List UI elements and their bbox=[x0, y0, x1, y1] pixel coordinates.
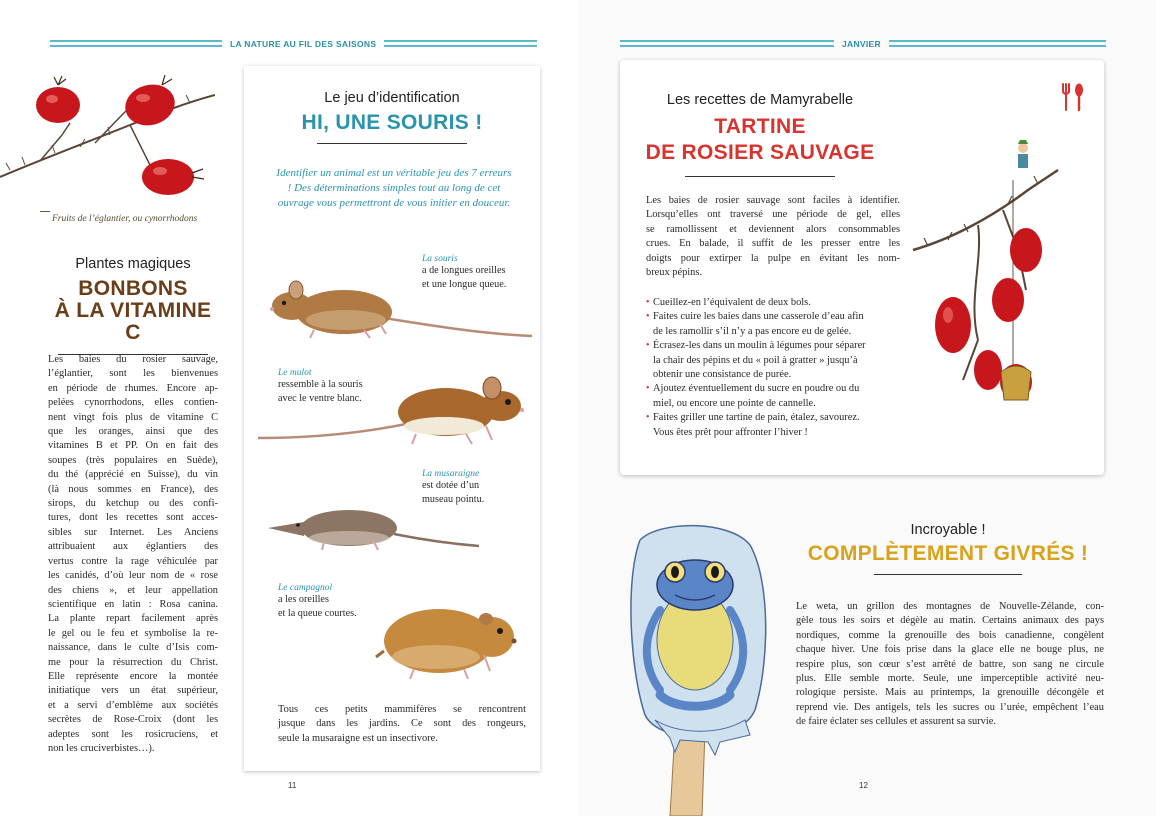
recipe-step bbox=[646, 296, 902, 310]
animal-name: Le campagnol bbox=[278, 583, 333, 593]
text-line: doigts pour extirper la pulpe en évitant les nom- bbox=[646, 252, 900, 264]
text-line: initiatique vers un état supérieur, bbox=[48, 685, 218, 697]
section-kicker: Incroyable ! bbox=[910, 522, 986, 538]
page-number-right: 12 bbox=[859, 781, 868, 790]
text-line: tures, dont les recettes sont acces- bbox=[48, 512, 218, 524]
identification-heading bbox=[244, 90, 540, 144]
recipe-step-line: obtenir une consistance de purée. bbox=[653, 369, 792, 381]
recipe-step-line: • Faites griller une tartine de pain, étalez, savourez. bbox=[653, 412, 860, 424]
campagnol-illustration bbox=[374, 591, 524, 681]
text-line: nent vingt fois plus de vitamine C bbox=[48, 411, 218, 423]
recipe-step bbox=[646, 411, 902, 440]
text-line: pelées cynorrhodons, elles contien- bbox=[48, 397, 218, 409]
recipe-step-line: • Ajoutez éventuellement du sucre en poudre ou du bbox=[653, 383, 860, 395]
text-line: vertus contre la rage véhiculée par bbox=[48, 555, 218, 567]
text-line: en période de rhumes. Encore ap- bbox=[48, 382, 218, 394]
animal-desc-line2: et la queue courtes. bbox=[278, 608, 357, 619]
text-line: gèle tous les soirs et dégèle au matin. Certains animaux des pays bbox=[796, 615, 1104, 627]
text-line: Elle représente encore la montée bbox=[48, 670, 218, 682]
recipe-step bbox=[646, 339, 902, 382]
section-title-line1: TARTINE bbox=[714, 115, 806, 138]
recipe-step-line: • Faites cuire les baies dans une casserole d’eau afin bbox=[653, 311, 864, 323]
animal-desc-line2: museau pointu. bbox=[422, 494, 485, 505]
section-title-line2: DE ROSIER SAUVAGE bbox=[645, 141, 875, 164]
text-line: Les baies du rosier sauvage, bbox=[48, 354, 218, 365]
animal-desc-line1: ressemble à la souris bbox=[278, 379, 363, 390]
title-rule bbox=[317, 143, 467, 144]
text-line: seule la musaraigne est un insectivore. bbox=[278, 732, 438, 744]
text-line: se ramollissent et deviennent alors consommables bbox=[646, 223, 900, 235]
section-kicker: Plantes magiques bbox=[75, 256, 191, 272]
page-number-left: 11 bbox=[288, 781, 297, 790]
text-line: La plante repart facilement après bbox=[48, 613, 218, 625]
text-line: me pour la résurrection du Christ. bbox=[48, 656, 218, 668]
recipe-step bbox=[646, 382, 902, 411]
recipe-step-line: la chair des pépins et du « poil à gratter » jusqu’à bbox=[653, 354, 858, 366]
recipe-step-line: Vous êtes prêt pour affronter l’hiver ! bbox=[653, 426, 808, 438]
givres-body-text bbox=[796, 600, 1104, 730]
section-title-line2: À LA VITAMINE C bbox=[54, 299, 212, 344]
text-line: non les cruciverbistes…). bbox=[48, 742, 155, 754]
text-line: sirops, du ketchup ou des confi- bbox=[48, 498, 218, 510]
text-line: nordiques, comme la grenouille des bois canadienne, congèlent bbox=[796, 629, 1104, 641]
text-line: l’églantier, sont les bienvenues bbox=[48, 368, 218, 380]
text-line: et a servi d’emblème aux sociétés bbox=[48, 699, 218, 711]
animal-name: Le mulot bbox=[278, 368, 312, 378]
recipe-step bbox=[646, 310, 902, 339]
animal-name: La souris bbox=[422, 254, 458, 264]
text-line: adeptes sont les rosicruciens, et bbox=[48, 728, 218, 740]
figure-caption: Fruits de l’églantier, ou cynorrhodons bbox=[52, 214, 198, 224]
identification-footer bbox=[278, 703, 526, 746]
text-line: jusque dans les jardins. Ce sont des rongeurs, bbox=[278, 718, 526, 730]
text-line: attribuaient aux églantiers des bbox=[48, 541, 218, 553]
text-line: (là nous sommes en France), des bbox=[48, 483, 218, 495]
text-line: Le weta, un grillon des montagnes de Nouvelle-Zélande, con- bbox=[796, 601, 1104, 612]
text-line: Tous ces petits mammifères se rencontrent bbox=[278, 704, 526, 715]
cutlery-icon bbox=[1060, 82, 1086, 112]
text-line: les canidés, d’où leur nom de « rose bbox=[48, 570, 218, 582]
section-title: HI, UNE SOURIS ! bbox=[301, 111, 483, 134]
plantes-body-text bbox=[48, 353, 218, 756]
animal-desc-line1: est dotée d’un bbox=[422, 480, 480, 491]
animal-desc-line2: et une longue queue. bbox=[422, 279, 507, 290]
rosehip-branch-illustration bbox=[0, 65, 215, 210]
text-line: le gel ou le feu et symbolise la re- bbox=[48, 627, 218, 639]
text-line: naissance, dans le culte d’Isis com- bbox=[48, 642, 218, 654]
recipe-step-line: de les ramollir s’il n’y a pas encore eu de gelée. bbox=[653, 325, 852, 337]
frozen-frog-illustration bbox=[620, 520, 780, 816]
recipe-intro bbox=[646, 194, 900, 280]
text-line: scientifique en latin : Rosa canina. bbox=[48, 598, 218, 610]
title-rule bbox=[685, 176, 835, 177]
section-title: COMPLÈTEMENT GIVRÉS ! bbox=[807, 542, 1089, 565]
text-line: reprend vie. Des antigels, tels les sucres ou l’urée, empêchent l’eau bbox=[796, 701, 1104, 713]
section-title-line1: BONBONS bbox=[78, 277, 188, 300]
caption-rule bbox=[40, 211, 50, 212]
text-line: vitamines B et PP. On en fait des bbox=[48, 440, 218, 452]
text-line: plus. Elle semble morte. Seule, une imperceptible activité neu- bbox=[796, 673, 1104, 685]
givres-heading bbox=[796, 522, 1100, 575]
text-line: soupes (très populaires en Suède), bbox=[48, 454, 218, 466]
running-header-right: JANVIER bbox=[834, 37, 889, 51]
recipe-steps bbox=[646, 296, 902, 440]
recipe-card bbox=[620, 60, 1104, 475]
plantes-heading bbox=[48, 256, 218, 355]
text-line: Lorsqu’elles ont traversé une période de gel, elles bbox=[646, 209, 900, 221]
text-line: respire plus, son cœur s’est arrêté de battre, son sang ne circule bbox=[796, 658, 1104, 670]
mulot-illustration bbox=[256, 374, 536, 449]
animal-name: La musaraigne bbox=[422, 469, 480, 479]
recipe-step-line: • Cueillez-en l’équivalent de deux bols. bbox=[653, 297, 811, 308]
recipe-heading bbox=[620, 92, 900, 177]
souris-illustration bbox=[254, 276, 534, 346]
text-line: chaque hiver. Une fois prise dans la glace elle ne bouge plus, ne bbox=[796, 644, 1104, 656]
text-line: breux pépins. bbox=[646, 267, 702, 279]
text-line: sibles sur Internet. Les Anciens bbox=[48, 526, 218, 538]
recipe-step-line: • Écrasez-les dans un moulin à légumes pour séparer bbox=[653, 340, 866, 352]
animal-desc-line1: a les oreilles bbox=[278, 594, 329, 605]
section-kicker: Le jeu d’identification bbox=[324, 90, 460, 106]
text-line: secrètes de Rose-Croix (dont les bbox=[48, 714, 218, 726]
section-kicker: Les recettes de Mamyrabelle bbox=[666, 92, 854, 108]
text-line: de faire éclater ses cellules et assurent sa survie. bbox=[796, 716, 996, 728]
musaraigne-illustration bbox=[264, 498, 484, 558]
text-line: rologique persiste. Mais au printemps, la grenouille décongèle et bbox=[796, 687, 1104, 699]
text-line: que les oranges, ainsi que des bbox=[48, 426, 218, 438]
animal-desc-line2: avec le ventre blanc. bbox=[278, 393, 362, 404]
text-line: Les baies de rosier sauvage sont faciles à identifier. bbox=[646, 195, 900, 206]
animal-desc-line1: a de longues oreilles bbox=[422, 265, 506, 276]
title-rule bbox=[874, 574, 1022, 575]
text-line: du thé (apprécié en Suisse), du vin bbox=[48, 469, 218, 481]
identification-card bbox=[244, 66, 540, 771]
text-line: crues. En balade, il suffit de les presser entre les bbox=[646, 238, 900, 250]
recipe-step-line: miel, ou encore une pointe de cannelle. bbox=[653, 397, 816, 409]
text-line: des chiens », et leur appellation bbox=[48, 584, 218, 596]
rosehip-climber-illustration bbox=[908, 140, 1078, 430]
running-header-left: LA NATURE AU FIL DES SAISONS bbox=[222, 37, 384, 51]
identification-intro: Identifier un animal est un véritable jeu des 7 erreurs ! Des déterminations simples tout au long de cet ouvrage vous permettront de vous initier en douceur. bbox=[276, 167, 512, 209]
